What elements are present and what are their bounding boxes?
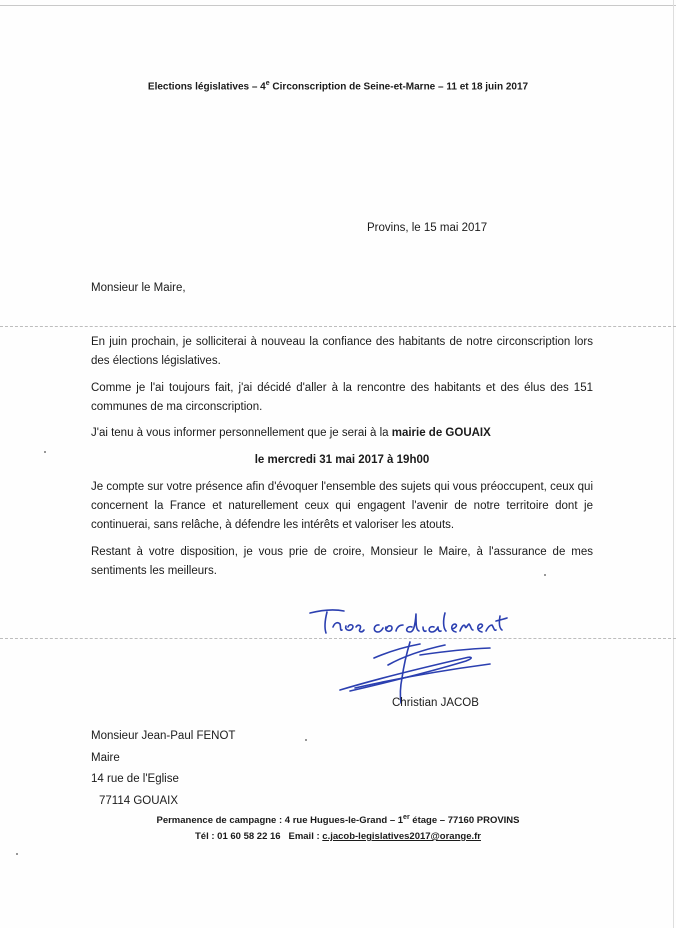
recipient-address <box>91 726 235 812</box>
scan-speck <box>544 574 546 576</box>
date-line: Provins, le 15 mai 2017 <box>367 222 488 234</box>
meeting-date: le mercredi 31 mai 2017 à 19h00 <box>254 454 430 466</box>
letter-header-title <box>0 80 676 92</box>
footer-email-label: Email : <box>288 831 323 842</box>
scan-speck <box>305 739 307 741</box>
footer-address-suffix: étage – 77160 PROVINS <box>409 815 520 827</box>
footer-address-prefix: Permanence de campagne : 4 rue Hugues-le-Grand – 1 <box>156 815 404 827</box>
scan-edge-right <box>673 0 674 928</box>
paragraph-3 <box>91 424 593 443</box>
scan-speck <box>16 853 18 855</box>
scan-speck <box>44 451 46 453</box>
scan-edge-top <box>0 5 676 6</box>
paragraph-3-location: mairie de GOUAIX <box>391 427 491 439</box>
recipient-street: 14 rue de l'Eglise <box>91 773 179 785</box>
paragraph-3-text: J'ai tenu à vous informer personnellement que je serai à la <box>91 427 392 439</box>
footer-address-sup: er <box>403 814 410 821</box>
footer-contact <box>0 831 676 842</box>
footer-email-link[interactable]: c.jacob-legislatives2017@orange.fr <box>322 831 481 842</box>
header-title-prefix: Elections législatives – 4 <box>147 81 266 93</box>
handwritten-signature <box>300 600 540 705</box>
paragraph-5: Restant à votre disposition, je vous prie de croire, Monsieur le Maire, à l'assurance de mes sentiments les meilleurs. <box>91 546 593 577</box>
paragraph-1: En juin prochain, je solliciterai à nouveau la confiance des habitants de notre circonscription lors des élections législatives. <box>91 336 593 367</box>
paragraph-4: Je compte sur votre présence afin d'évoquer l'ensemble des sujets qui vous préoccupent, ceux qui concernent la France et naturellement ceux qui engagent l'avenir de notre territoire dont je continuerai, sans relâche, à défendre les intérêts et valoriser les atouts. <box>91 481 593 531</box>
fold-line-upper <box>0 326 676 327</box>
salutation: Monsieur le Maire, <box>91 282 186 294</box>
header-title-sup: e <box>265 80 270 87</box>
recipient-name: Monsieur Jean-Paul FENOT <box>91 730 236 742</box>
signer-name: Christian JACOB <box>392 697 479 709</box>
recipient-city: 77114 GOUAIX <box>99 794 179 807</box>
recipient-title: Maire <box>91 751 120 764</box>
header-title-suffix: Circonscription de Seine-et-Marne – 11 et 18 juin 2017 <box>269 81 529 93</box>
paragraph-2: Comme je l'ai toujours fait, j'ai décidé d'aller à la rencontre des habitants et des élus des 151 communes de ma circonscription. <box>91 382 593 413</box>
footer-campaign-office <box>0 814 676 826</box>
footer-tel: Tél : 01 60 58 22 16 <box>195 831 281 842</box>
